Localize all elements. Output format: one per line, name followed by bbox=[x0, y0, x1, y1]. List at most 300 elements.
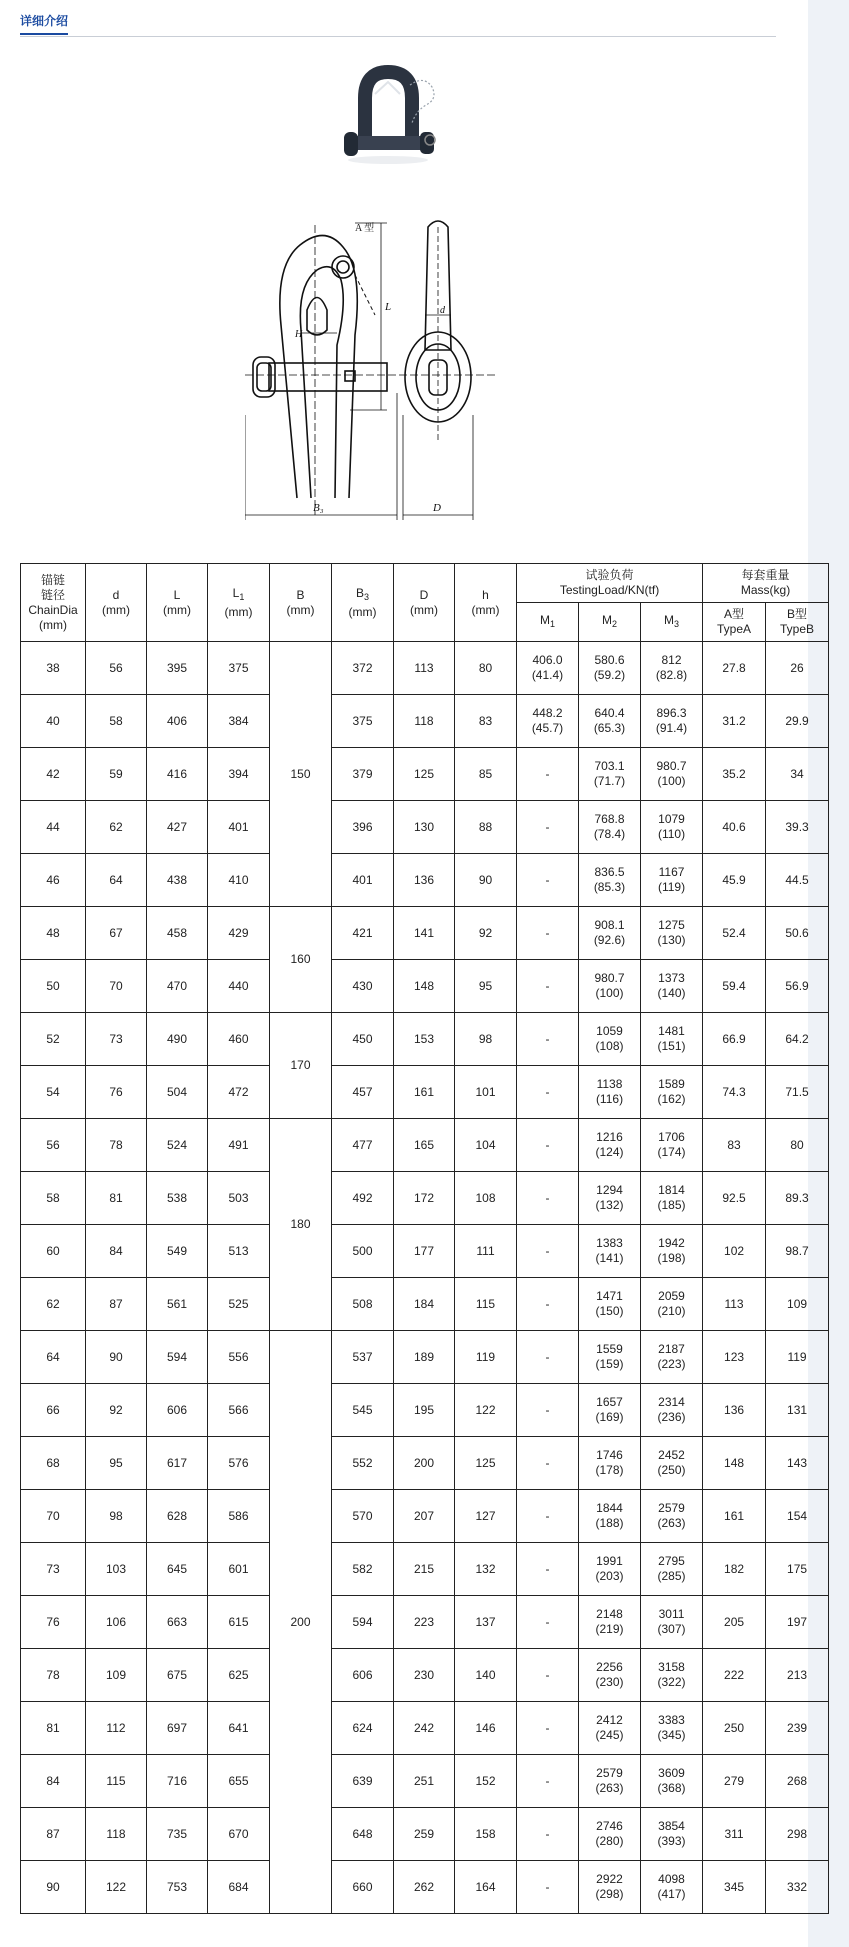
cell-M1: - bbox=[517, 1702, 579, 1755]
cell-D: 223 bbox=[394, 1596, 455, 1649]
cell-h: 146 bbox=[455, 1702, 517, 1755]
cell-d: 98 bbox=[86, 1490, 147, 1543]
cell-h: 122 bbox=[455, 1384, 517, 1437]
cell-mass-typeA: 182 bbox=[703, 1543, 766, 1596]
cell-M2: 1657 (169) bbox=[579, 1384, 641, 1437]
cell-d: 59 bbox=[86, 748, 147, 801]
cell-mass-typeB: 239 bbox=[766, 1702, 829, 1755]
header-M2: $M_2$ bbox=[579, 603, 641, 642]
cell-d: 56 bbox=[86, 642, 147, 695]
cell-L1: 625 bbox=[208, 1649, 270, 1702]
cell-mass-typeB: 34 bbox=[766, 748, 829, 801]
header-L: L (mm) bbox=[147, 564, 208, 642]
cell-mass-typeA: 136 bbox=[703, 1384, 766, 1437]
cell-mass-typeA: 102 bbox=[703, 1225, 766, 1278]
dim-label-L: L bbox=[385, 301, 392, 313]
cell-chain-dia: 56 bbox=[21, 1119, 86, 1172]
cell-L1: 525 bbox=[208, 1278, 270, 1331]
cell-L: 549 bbox=[147, 1225, 208, 1278]
cell-L1: 576 bbox=[208, 1437, 270, 1490]
cell-L1: 615 bbox=[208, 1596, 270, 1649]
cell-D: 113 bbox=[394, 642, 455, 695]
cell-D: 165 bbox=[394, 1119, 455, 1172]
header-typeB: B型 TypeB bbox=[766, 603, 829, 642]
cell-mass-typeA: 40.6 bbox=[703, 801, 766, 854]
table-row bbox=[21, 1013, 829, 1066]
cell-B3: 492 bbox=[332, 1172, 394, 1225]
cell-D: 251 bbox=[394, 1755, 455, 1808]
cell-L1: 491 bbox=[208, 1119, 270, 1172]
cell-M1: - bbox=[517, 1596, 579, 1649]
cell-L: 470 bbox=[147, 960, 208, 1013]
cell-L: 395 bbox=[147, 642, 208, 695]
cell-mass-typeB: 64.2 bbox=[766, 1013, 829, 1066]
shackle-photo bbox=[330, 60, 450, 170]
cell-M2: 1844 (188) bbox=[579, 1490, 641, 1543]
cell-M3: 3383 (345) bbox=[641, 1702, 703, 1755]
cell-M3: 4098 (417) bbox=[641, 1861, 703, 1914]
table-row bbox=[21, 1225, 829, 1278]
dim-label-H: H bbox=[295, 329, 303, 340]
cell-mass-typeB: 50.6 bbox=[766, 907, 829, 960]
cell-L: 416 bbox=[147, 748, 208, 801]
cell-mass-typeB: 29.9 bbox=[766, 695, 829, 748]
cell-L: 675 bbox=[147, 1649, 208, 1702]
cell-B: 180 bbox=[270, 1119, 332, 1331]
cell-M2: 580.6 (59.2) bbox=[579, 642, 641, 695]
cell-d: 81 bbox=[86, 1172, 147, 1225]
cell-B3: 421 bbox=[332, 907, 394, 960]
cell-d: 76 bbox=[86, 1066, 147, 1119]
cell-mass-typeA: 345 bbox=[703, 1861, 766, 1914]
cell-L: 438 bbox=[147, 854, 208, 907]
cell-d: 78 bbox=[86, 1119, 147, 1172]
cell-d: 106 bbox=[86, 1596, 147, 1649]
cell-chain-dia: 84 bbox=[21, 1755, 86, 1808]
cell-chain-dia: 62 bbox=[21, 1278, 86, 1331]
cell-h: 111 bbox=[455, 1225, 517, 1278]
table-row bbox=[21, 1066, 829, 1119]
table-row bbox=[21, 854, 829, 907]
cell-B: 150 bbox=[270, 642, 332, 907]
cell-L1: 684 bbox=[208, 1861, 270, 1914]
cell-D: 125 bbox=[394, 748, 455, 801]
cell-mass-typeA: 113 bbox=[703, 1278, 766, 1331]
cell-L: 594 bbox=[147, 1331, 208, 1384]
cell-h: 90 bbox=[455, 854, 517, 907]
cell-B3: 457 bbox=[332, 1066, 394, 1119]
table-row bbox=[21, 1649, 829, 1702]
cell-L: 458 bbox=[147, 907, 208, 960]
cell-M3: 1706 (174) bbox=[641, 1119, 703, 1172]
cell-mass-typeA: 35.2 bbox=[703, 748, 766, 801]
spec-table-body bbox=[21, 642, 829, 1914]
table-row bbox=[21, 1278, 829, 1331]
spec-table bbox=[20, 563, 829, 1914]
cell-mass-typeA: 148 bbox=[703, 1437, 766, 1490]
cell-B3: 639 bbox=[332, 1755, 394, 1808]
cell-M3: 1814 (185) bbox=[641, 1172, 703, 1225]
cell-L1: 460 bbox=[208, 1013, 270, 1066]
cell-h: 125 bbox=[455, 1437, 517, 1490]
cell-d: 73 bbox=[86, 1013, 147, 1066]
cell-M1: - bbox=[517, 960, 579, 1013]
cell-h: 119 bbox=[455, 1331, 517, 1384]
figure-type-label: A 型 bbox=[355, 223, 375, 234]
header-h: h (mm) bbox=[455, 564, 517, 642]
cell-M2: 2412 (245) bbox=[579, 1702, 641, 1755]
cell-chain-dia: 58 bbox=[21, 1172, 86, 1225]
cell-h: 164 bbox=[455, 1861, 517, 1914]
cell-D: 136 bbox=[394, 854, 455, 907]
cell-M3: 1079 (110) bbox=[641, 801, 703, 854]
cell-L: 663 bbox=[147, 1596, 208, 1649]
cell-M3: 812 (82.8) bbox=[641, 642, 703, 695]
cell-M1: - bbox=[517, 1437, 579, 1490]
cell-M3: 3011 (307) bbox=[641, 1596, 703, 1649]
cell-mass-typeA: 311 bbox=[703, 1808, 766, 1861]
cell-M2: 2746 (280) bbox=[579, 1808, 641, 1861]
cell-mass-typeA: 205 bbox=[703, 1596, 766, 1649]
cell-mass-typeA: 74.3 bbox=[703, 1066, 766, 1119]
cell-M3: 2187 (223) bbox=[641, 1331, 703, 1384]
cell-M3: 1373 (140) bbox=[641, 960, 703, 1013]
cell-M3: 2579 (263) bbox=[641, 1490, 703, 1543]
header-chain: 锚链 链径 ChainDia (mm) bbox=[21, 564, 86, 642]
cell-L: 753 bbox=[147, 1861, 208, 1914]
cell-chain-dia: 46 bbox=[21, 854, 86, 907]
dim-label-B3: B₃ bbox=[313, 502, 324, 514]
cell-M1: - bbox=[517, 907, 579, 960]
cell-M2: 1991 (203) bbox=[579, 1543, 641, 1596]
cell-h: 95 bbox=[455, 960, 517, 1013]
cell-M2: 1559 (159) bbox=[579, 1331, 641, 1384]
cell-B3: 648 bbox=[332, 1808, 394, 1861]
cell-D: 195 bbox=[394, 1384, 455, 1437]
cell-chain-dia: 78 bbox=[21, 1649, 86, 1702]
cell-M2: 2579 (263) bbox=[579, 1755, 641, 1808]
cell-M2: 768.8 (78.4) bbox=[579, 801, 641, 854]
cell-M3: 3609 (368) bbox=[641, 1755, 703, 1808]
cell-M2: 1138 (116) bbox=[579, 1066, 641, 1119]
cell-B3: 508 bbox=[332, 1278, 394, 1331]
cell-d: 115 bbox=[86, 1755, 147, 1808]
cell-B3: 660 bbox=[332, 1861, 394, 1914]
cell-M1: - bbox=[517, 1649, 579, 1702]
cell-B: 160 bbox=[270, 907, 332, 1013]
cell-M2: 908.1 (92.6) bbox=[579, 907, 641, 960]
cell-mass-typeB: 332 bbox=[766, 1861, 829, 1914]
cell-M1: - bbox=[517, 1278, 579, 1331]
cell-mass-typeA: 222 bbox=[703, 1649, 766, 1702]
cell-L1: 472 bbox=[208, 1066, 270, 1119]
cell-L: 561 bbox=[147, 1278, 208, 1331]
cell-D: 118 bbox=[394, 695, 455, 748]
cell-d: 103 bbox=[86, 1543, 147, 1596]
cell-chain-dia: 54 bbox=[21, 1066, 86, 1119]
cell-h: 132 bbox=[455, 1543, 517, 1596]
cell-d: 67 bbox=[86, 907, 147, 960]
cell-h: 108 bbox=[455, 1172, 517, 1225]
cell-M1: - bbox=[517, 1066, 579, 1119]
cell-h: 80 bbox=[455, 642, 517, 695]
technical-drawing bbox=[245, 215, 615, 550]
cell-B: 170 bbox=[270, 1013, 332, 1119]
cell-B3: 606 bbox=[332, 1649, 394, 1702]
cell-M1: 406.0 (41.4) bbox=[517, 642, 579, 695]
cell-L1: 384 bbox=[208, 695, 270, 748]
header-mass: 每套重量 Mass(kg) bbox=[703, 564, 829, 603]
cell-chain-dia: 87 bbox=[21, 1808, 86, 1861]
cell-M1: - bbox=[517, 1543, 579, 1596]
cell-M2: 1471 (150) bbox=[579, 1278, 641, 1331]
cell-M2: 1294 (132) bbox=[579, 1172, 641, 1225]
cell-mass-typeA: 83 bbox=[703, 1119, 766, 1172]
cell-chain-dia: 60 bbox=[21, 1225, 86, 1278]
cell-d: 92 bbox=[86, 1384, 147, 1437]
cell-h: 85 bbox=[455, 748, 517, 801]
cell-mass-typeA: 27.8 bbox=[703, 642, 766, 695]
cell-B3: 372 bbox=[332, 642, 394, 695]
table-row bbox=[21, 695, 829, 748]
cell-M3: 1589 (162) bbox=[641, 1066, 703, 1119]
cell-D: 215 bbox=[394, 1543, 455, 1596]
dim-label-D: D bbox=[433, 502, 441, 514]
cell-mass-typeA: 59.4 bbox=[703, 960, 766, 1013]
cell-M1: - bbox=[517, 854, 579, 907]
cell-L1: 429 bbox=[208, 907, 270, 960]
cell-M3: 2059 (210) bbox=[641, 1278, 703, 1331]
cell-mass-typeB: 98.7 bbox=[766, 1225, 829, 1278]
cell-chain-dia: 76 bbox=[21, 1596, 86, 1649]
cell-h: 127 bbox=[455, 1490, 517, 1543]
cell-B3: 552 bbox=[332, 1437, 394, 1490]
cell-L1: 410 bbox=[208, 854, 270, 907]
cell-L: 606 bbox=[147, 1384, 208, 1437]
cell-mass-typeA: 92.5 bbox=[703, 1172, 766, 1225]
cell-M2: 2922 (298) bbox=[579, 1861, 641, 1914]
cell-M2: 703.1 (71.7) bbox=[579, 748, 641, 801]
cell-D: 230 bbox=[394, 1649, 455, 1702]
table-row bbox=[21, 907, 829, 960]
cell-D: 207 bbox=[394, 1490, 455, 1543]
table-row bbox=[21, 1596, 829, 1649]
cell-M1: - bbox=[517, 1755, 579, 1808]
cell-mass-typeA: 52.4 bbox=[703, 907, 766, 960]
cell-B3: 570 bbox=[332, 1490, 394, 1543]
header-B3: $B_3$ (mm) bbox=[332, 564, 394, 642]
cell-M3: 896.3 (91.4) bbox=[641, 695, 703, 748]
cell-d: 112 bbox=[86, 1702, 147, 1755]
table-row bbox=[21, 1384, 829, 1437]
cell-mass-typeB: 154 bbox=[766, 1490, 829, 1543]
table-row bbox=[21, 1861, 829, 1914]
cell-mass-typeB: 109 bbox=[766, 1278, 829, 1331]
cell-L1: 375 bbox=[208, 642, 270, 695]
cell-mass-typeB: 197 bbox=[766, 1596, 829, 1649]
table-row bbox=[21, 1172, 829, 1225]
cell-mass-typeB: 89.3 bbox=[766, 1172, 829, 1225]
cell-M3: 1481 (151) bbox=[641, 1013, 703, 1066]
cell-L: 645 bbox=[147, 1543, 208, 1596]
cell-d: 95 bbox=[86, 1437, 147, 1490]
cell-M2: 640.4 (65.3) bbox=[579, 695, 641, 748]
cell-B: 200 bbox=[270, 1331, 332, 1914]
table-row bbox=[21, 1331, 829, 1384]
cell-L: 628 bbox=[147, 1490, 208, 1543]
cell-chain-dia: 68 bbox=[21, 1437, 86, 1490]
cell-M3: 1942 (198) bbox=[641, 1225, 703, 1278]
cell-M1: - bbox=[517, 1808, 579, 1861]
cell-D: 242 bbox=[394, 1702, 455, 1755]
cell-mass-typeA: 161 bbox=[703, 1490, 766, 1543]
cell-B3: 500 bbox=[332, 1225, 394, 1278]
table-row bbox=[21, 1808, 829, 1861]
cell-M3: 3854 (393) bbox=[641, 1808, 703, 1861]
cell-M1: - bbox=[517, 1013, 579, 1066]
cell-h: 140 bbox=[455, 1649, 517, 1702]
cell-M1: - bbox=[517, 1490, 579, 1543]
cell-D: 259 bbox=[394, 1808, 455, 1861]
cell-h: 158 bbox=[455, 1808, 517, 1861]
cell-M1: 448.2 (45.7) bbox=[517, 695, 579, 748]
cell-B3: 430 bbox=[332, 960, 394, 1013]
cell-B3: 624 bbox=[332, 1702, 394, 1755]
cell-L1: 394 bbox=[208, 748, 270, 801]
section-title: 详细介绍 bbox=[20, 12, 68, 35]
cell-D: 172 bbox=[394, 1172, 455, 1225]
cell-chain-dia: 44 bbox=[21, 801, 86, 854]
cell-M3: 1275 (130) bbox=[641, 907, 703, 960]
cell-M2: 1059 (108) bbox=[579, 1013, 641, 1066]
cell-M2: 1383 (141) bbox=[579, 1225, 641, 1278]
cell-D: 200 bbox=[394, 1437, 455, 1490]
cell-M2: 2148 (219) bbox=[579, 1596, 641, 1649]
cell-mass-typeB: 56.9 bbox=[766, 960, 829, 1013]
cell-mass-typeB: 298 bbox=[766, 1808, 829, 1861]
cell-D: 141 bbox=[394, 907, 455, 960]
cell-mass-typeB: 71.5 bbox=[766, 1066, 829, 1119]
cell-d: 122 bbox=[86, 1861, 147, 1914]
cell-M1: - bbox=[517, 1119, 579, 1172]
cell-h: 115 bbox=[455, 1278, 517, 1331]
section-header bbox=[20, 10, 776, 37]
cell-B3: 477 bbox=[332, 1119, 394, 1172]
cell-M1: - bbox=[517, 1384, 579, 1437]
cell-mass-typeA: 250 bbox=[703, 1702, 766, 1755]
table-row bbox=[21, 1437, 829, 1490]
cell-mass-typeB: 131 bbox=[766, 1384, 829, 1437]
cell-B3: 396 bbox=[332, 801, 394, 854]
cell-chain-dia: 73 bbox=[21, 1543, 86, 1596]
cell-d: 90 bbox=[86, 1331, 147, 1384]
cell-L1: 670 bbox=[208, 1808, 270, 1861]
cell-d: 64 bbox=[86, 854, 147, 907]
cell-D: 262 bbox=[394, 1861, 455, 1914]
cell-D: 148 bbox=[394, 960, 455, 1013]
cell-B3: 537 bbox=[332, 1331, 394, 1384]
cell-B3: 375 bbox=[332, 695, 394, 748]
cell-B3: 379 bbox=[332, 748, 394, 801]
cell-chain-dia: 48 bbox=[21, 907, 86, 960]
cell-D: 177 bbox=[394, 1225, 455, 1278]
cell-D: 189 bbox=[394, 1331, 455, 1384]
cell-chain-dia: 90 bbox=[21, 1861, 86, 1914]
cell-mass-typeA: 31.2 bbox=[703, 695, 766, 748]
cell-L1: 566 bbox=[208, 1384, 270, 1437]
cell-mass-typeB: 39.3 bbox=[766, 801, 829, 854]
cell-M3: 2795 (285) bbox=[641, 1543, 703, 1596]
cell-M1: - bbox=[517, 748, 579, 801]
cell-L1: 655 bbox=[208, 1755, 270, 1808]
cell-L: 735 bbox=[147, 1808, 208, 1861]
cell-d: 62 bbox=[86, 801, 147, 854]
cell-mass-typeB: 26 bbox=[766, 642, 829, 695]
cell-chain-dia: 64 bbox=[21, 1331, 86, 1384]
cell-mass-typeB: 119 bbox=[766, 1331, 829, 1384]
header-L1: $L_1$ (mm) bbox=[208, 564, 270, 642]
cell-D: 130 bbox=[394, 801, 455, 854]
cell-M1: - bbox=[517, 801, 579, 854]
cell-h: 137 bbox=[455, 1596, 517, 1649]
cell-mass-typeB: 213 bbox=[766, 1649, 829, 1702]
cell-d: 58 bbox=[86, 695, 147, 748]
cell-M3: 2452 (250) bbox=[641, 1437, 703, 1490]
cell-chain-dia: 70 bbox=[21, 1490, 86, 1543]
cell-d: 109 bbox=[86, 1649, 147, 1702]
cell-L: 504 bbox=[147, 1066, 208, 1119]
table-row bbox=[21, 801, 829, 854]
cell-L: 697 bbox=[147, 1702, 208, 1755]
table-row bbox=[21, 1543, 829, 1596]
table-row bbox=[21, 748, 829, 801]
cell-chain-dia: 50 bbox=[21, 960, 86, 1013]
cell-h: 152 bbox=[455, 1755, 517, 1808]
cell-B3: 545 bbox=[332, 1384, 394, 1437]
header-M3: $M_3$ bbox=[641, 603, 703, 642]
cell-L1: 641 bbox=[208, 1702, 270, 1755]
cell-M2: 2256 (230) bbox=[579, 1649, 641, 1702]
cell-mass-typeB: 80 bbox=[766, 1119, 829, 1172]
cell-B3: 594 bbox=[332, 1596, 394, 1649]
cell-chain-dia: 52 bbox=[21, 1013, 86, 1066]
cell-M1: - bbox=[517, 1225, 579, 1278]
cell-mass-typeA: 66.9 bbox=[703, 1013, 766, 1066]
cell-D: 161 bbox=[394, 1066, 455, 1119]
cell-mass-typeB: 143 bbox=[766, 1437, 829, 1490]
header-testing-load: 试验负荷 TestingLoad/KN(tf) bbox=[517, 564, 703, 603]
table-row bbox=[21, 960, 829, 1013]
cell-chain-dia: 40 bbox=[21, 695, 86, 748]
cell-mass-typeA: 123 bbox=[703, 1331, 766, 1384]
cell-M1: - bbox=[517, 1861, 579, 1914]
cell-h: 92 bbox=[455, 907, 517, 960]
cell-h: 101 bbox=[455, 1066, 517, 1119]
cell-L1: 556 bbox=[208, 1331, 270, 1384]
cell-mass-typeA: 279 bbox=[703, 1755, 766, 1808]
cell-h: 83 bbox=[455, 695, 517, 748]
cell-mass-typeB: 175 bbox=[766, 1543, 829, 1596]
cell-L1: 513 bbox=[208, 1225, 270, 1278]
cell-B3: 450 bbox=[332, 1013, 394, 1066]
cell-M3: 3158 (322) bbox=[641, 1649, 703, 1702]
table-row bbox=[21, 1119, 829, 1172]
cell-D: 153 bbox=[394, 1013, 455, 1066]
cell-chain-dia: 42 bbox=[21, 748, 86, 801]
cell-L: 406 bbox=[147, 695, 208, 748]
cell-chain-dia: 81 bbox=[21, 1702, 86, 1755]
cell-M1: - bbox=[517, 1172, 579, 1225]
